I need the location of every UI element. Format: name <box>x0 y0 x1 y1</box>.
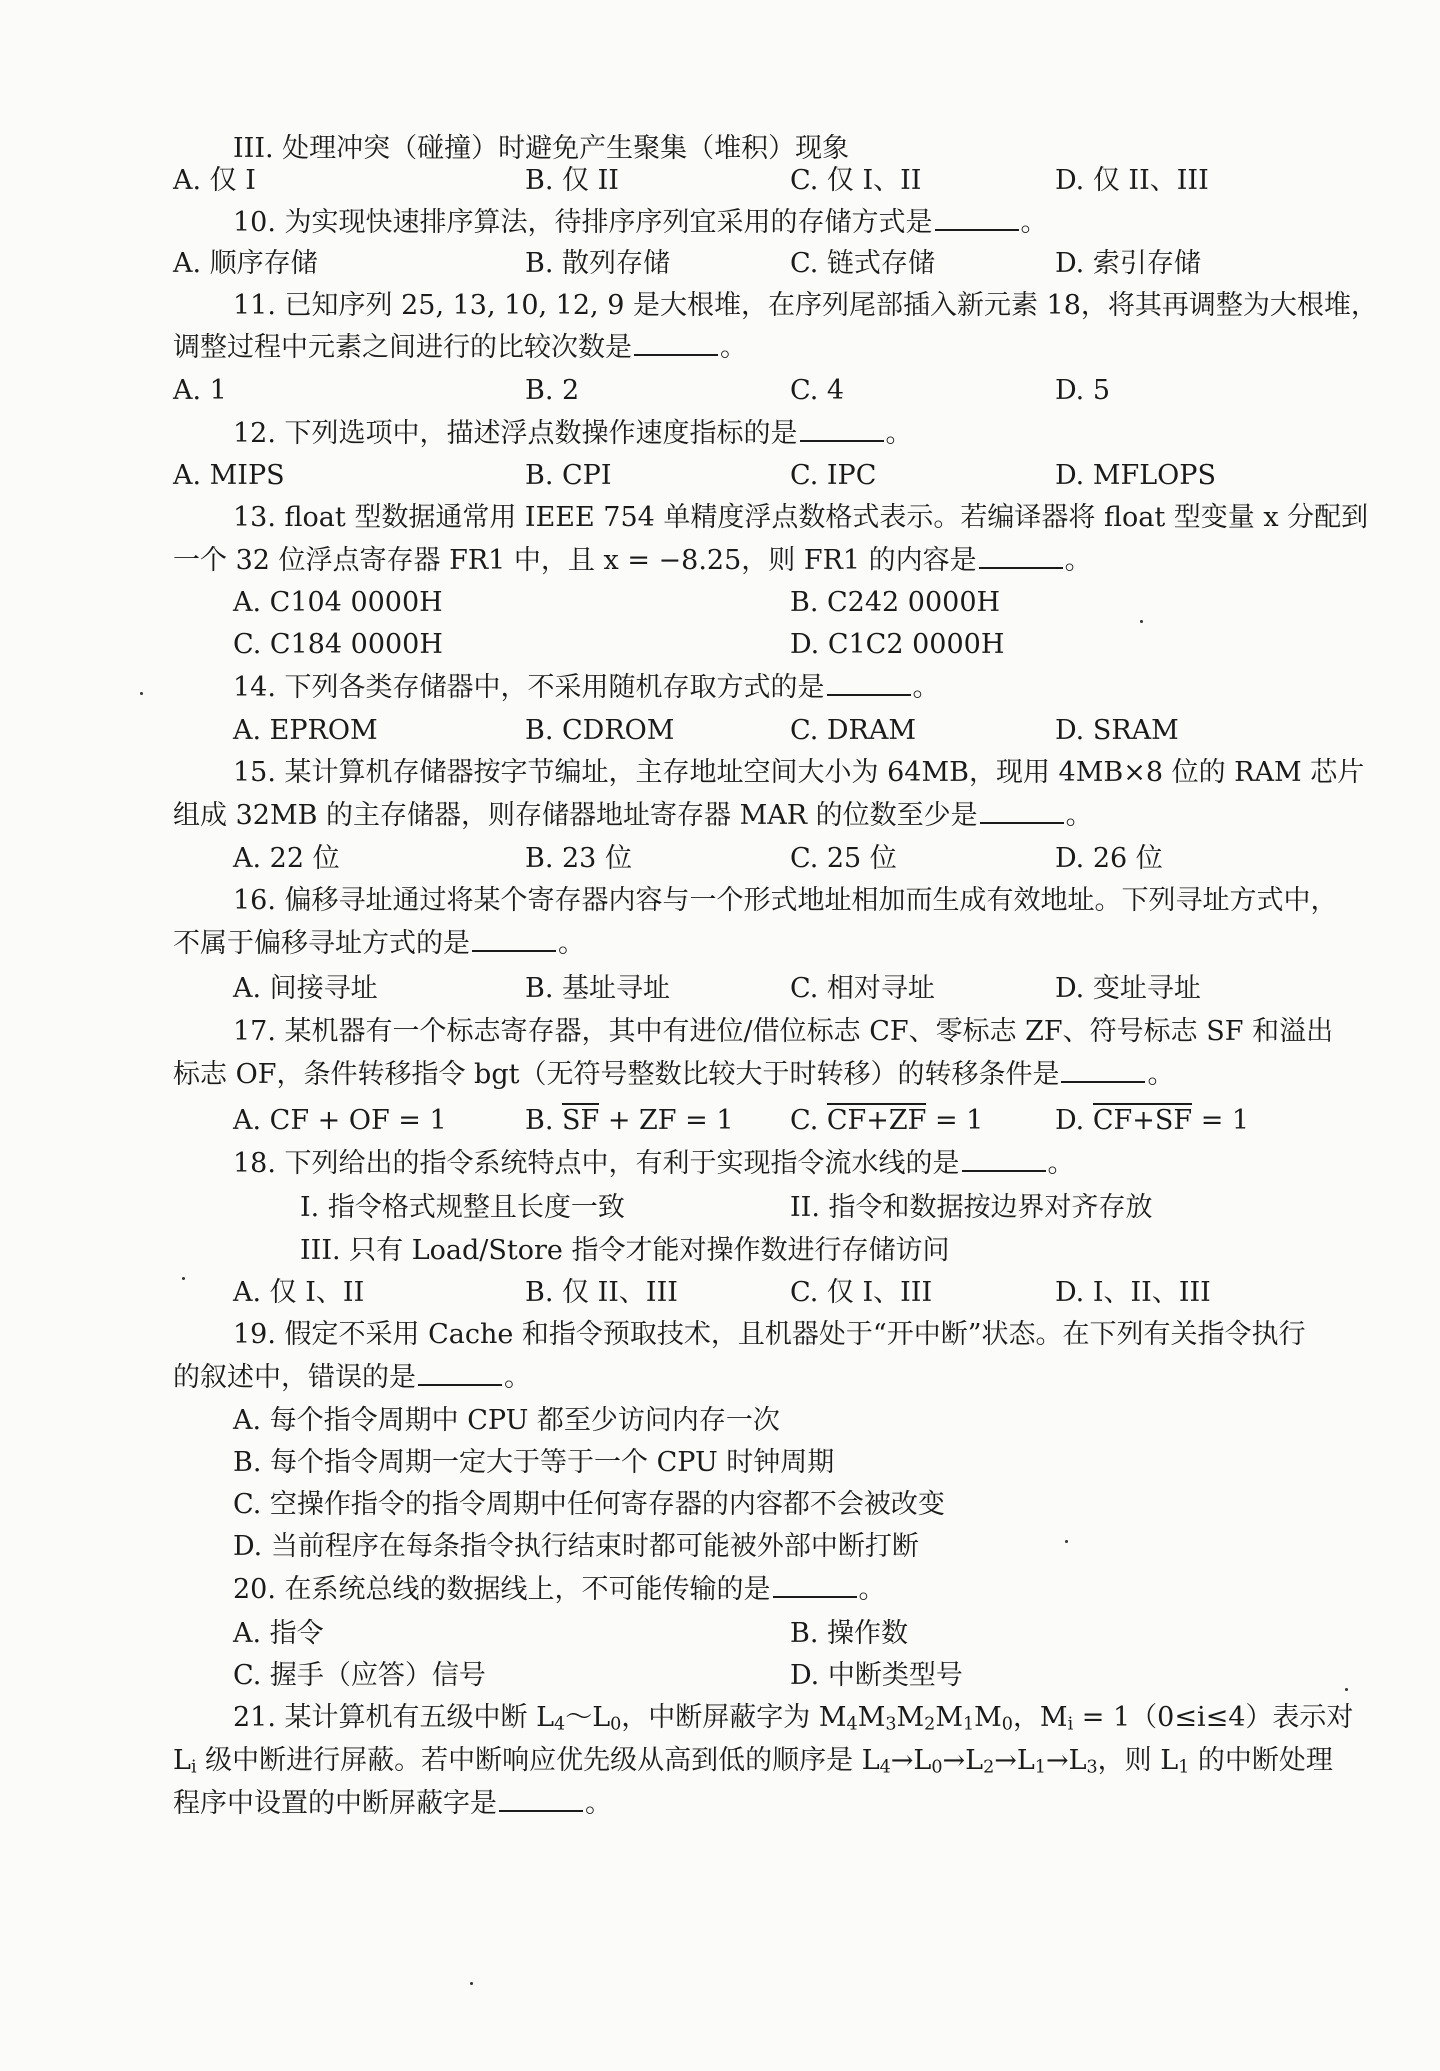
q20-option-b: B. 操作数 <box>790 1618 909 1649</box>
q10-option-b: B. 散列存储 <box>525 248 671 279</box>
answer-blank <box>979 541 1063 569</box>
q19-stem-line2: 的叙述中，错误的是 。 <box>173 1357 531 1399</box>
answer-blank <box>935 203 1019 231</box>
q13-option-b: B. C242 0000H <box>790 587 1001 618</box>
scan-speck <box>470 1982 473 1985</box>
q17-option-b: B. SF + ZF = 1 <box>525 1105 734 1136</box>
scan-speck <box>1140 620 1143 623</box>
answer-blank <box>418 1358 502 1386</box>
q17-option-d: D. CF+SF = 1 <box>1055 1105 1250 1136</box>
q9-item-3: III. 处理冲突（碰撞）时避免产生聚集（堆积）现象 <box>233 133 850 164</box>
q16-option-a: A. 间接寻址 <box>233 973 378 1004</box>
q16-option-b: B. 基址寻址 <box>525 973 671 1004</box>
q10-stem: 10. 为实现快速排序算法，待排序序列宜采用的存储方式是 。 <box>233 202 1048 244</box>
q18-item-3: III. 只有 Load/Store 指令才能对操作数进行存储访问 <box>300 1235 950 1266</box>
q11-stem-line2: 调整过程中元素之间进行的比较次数是 。 <box>173 327 747 369</box>
answer-blank <box>773 1570 857 1598</box>
q14-option-b: B. CDROM <box>525 715 675 746</box>
answer-blank <box>1061 1055 1145 1083</box>
q21-stem-line1: 21. 某计算机有五级中断 $L_4\sim L_0$，中断屏蔽字为 $M_4M_3M_2M_1M_0$，$M_i = 1(0\le i\le 4)$表示对 <box>233 1702 1354 1735</box>
q20-option-a: A. 指令 <box>233 1618 324 1649</box>
q17-stem-line1: 17. 某机器有一个标志寄存器，其中有进位/借位标志 CF、零标志 ZF、符号标志 SF 和溢出 <box>233 1016 1334 1047</box>
q18-item-2: II. 指令和数据按边界对齐存放 <box>790 1192 1153 1223</box>
q16-option-c: C. 相对寻址 <box>790 973 935 1004</box>
q21-stem-line2: $L_i$ 级中断进行屏蔽。若中断响应优先级从高到低的顺序是 $L_4\to L_0\to L_2\to L_1\to L_3$，则 $L_1$ 的中断处理 <box>173 1745 1333 1778</box>
q15-option-d: D. 26 位 <box>1055 843 1163 874</box>
q11-option-c: C. 4 <box>790 375 845 406</box>
q18-stem: 18. 下列给出的指令系统特点中，有利于实现指令流水线的是 。 <box>233 1143 1075 1185</box>
q13-stem-line1: 13. float 型数据通常用 IEEE 754 单精度浮点数格式表示。若编译器将 float 型变量 x 分配到 <box>233 502 1369 533</box>
q17-option-a: A. CF + OF = 1 <box>233 1105 447 1136</box>
q10-option-d: D. 索引存储 <box>1055 248 1201 279</box>
q15-option-b: B. 23 位 <box>525 843 632 874</box>
q13-option-a: A. C104 0000H <box>233 587 443 618</box>
q17-stem-line2: 标志 OF，条件转移指令 bgt（无符号整数比较大于时转移）的转移条件是 。 <box>173 1054 1174 1096</box>
q11-option-d: D. 5 <box>1055 375 1111 406</box>
q12-option-b: B. CPI <box>525 460 612 491</box>
q12-option-c: C. IPC <box>790 460 877 491</box>
q14-stem: 14. 下列各类存储器中，不采用随机存取方式的是 。 <box>233 667 940 709</box>
q21-stem-line3: 程序中设置的中断屏蔽字是 。 <box>173 1783 612 1825</box>
q19-option-a: A. 每个指令周期中 CPU 都至少访问内存一次 <box>233 1405 780 1436</box>
q9-option-b: B. 仅 II <box>525 165 619 196</box>
q18-option-a: A. 仅 I、II <box>233 1277 365 1308</box>
answer-blank <box>962 1144 1046 1172</box>
q14-option-c: C. DRAM <box>790 715 916 746</box>
q19-option-c: C. 空操作指令的指令周期中任何寄存器的内容都不会被改变 <box>233 1489 945 1520</box>
q17-option-c: C. CF+ZF = 1 <box>790 1105 984 1136</box>
q18-option-c: C. 仅 I、III <box>790 1277 933 1308</box>
q11-option-b: B. 2 <box>525 375 580 406</box>
scan-speck <box>1345 1688 1348 1691</box>
q18-option-d: D. I、II、III <box>1055 1277 1211 1308</box>
q19-option-d: D. 当前程序在每条指令执行结束时都可能被外部中断打断 <box>233 1531 919 1562</box>
q11-stem-line1: 11. 已知序列 25, 13, 10, 12, 9 是大根堆，在序列尾部插入新元素 18，将其再调整为大根堆， <box>233 290 1378 321</box>
q12-option-a: A. MIPS <box>173 460 285 491</box>
q20-option-d: D. 中断类型号 <box>790 1660 963 1691</box>
q10-option-a: A. 顺序存储 <box>173 248 318 279</box>
q14-option-d: D. SRAM <box>1055 715 1179 746</box>
scan-speck <box>1065 1540 1068 1543</box>
q9-option-c: C. 仅 I、II <box>790 165 922 196</box>
q15-stem-line1: 15. 某计算机存储器按字节编址，主存地址空间大小为 64MB，现用 4MB×8 位的 RAM 芯片 <box>233 757 1365 788</box>
q20-stem: 20. 在系统总线的数据线上，不可能传输的是 。 <box>233 1569 886 1611</box>
q13-stem-line2: 一个 32 位浮点寄存器 FR1 中，且 x = −8.25，则 FR1 的内容是 。 <box>173 540 1092 582</box>
q13-option-d: D. C1C2 0000H <box>790 629 1005 660</box>
scan-speck <box>140 692 143 695</box>
q15-option-a: A. 22 位 <box>233 843 340 874</box>
answer-blank <box>800 414 884 442</box>
answer-blank <box>472 924 556 952</box>
q10-option-c: C. 链式存储 <box>790 248 935 279</box>
q9-option-a: A. 仅 I <box>173 165 256 196</box>
q16-stem-line2: 不属于偏移寻址方式的是 。 <box>173 923 585 965</box>
q12-option-d: D. MFLOPS <box>1055 460 1216 491</box>
answer-blank <box>499 1784 583 1812</box>
q20-option-c: C. 握手（应答）信号 <box>233 1660 486 1691</box>
answer-blank <box>980 796 1064 824</box>
q16-option-d: D. 变址寻址 <box>1055 973 1201 1004</box>
q15-stem-line2: 组成 32MB 的主存储器，则存储器地址寄存器 MAR 的位数至少是 。 <box>173 795 1093 837</box>
q18-item-1: I. 指令格式规整且长度一致 <box>300 1192 625 1223</box>
q18-option-b: B. 仅 II、III <box>525 1277 678 1308</box>
q14-option-a: A. EPROM <box>233 715 378 746</box>
q13-option-c: C. C184 0000H <box>233 629 443 660</box>
q9-option-d: D. 仅 II、III <box>1055 165 1209 196</box>
q12-stem: 12. 下列选项中，描述浮点数操作速度指标的是 。 <box>233 413 913 455</box>
answer-blank <box>634 328 718 356</box>
q19-option-b: B. 每个指令周期一定大于等于一个 CPU 时钟周期 <box>233 1447 835 1478</box>
answer-blank <box>827 668 911 696</box>
scan-speck <box>182 1277 185 1280</box>
q19-stem-line1: 19. 假定不采用 Cache 和指令预取技术，且机器处于“开中断”状态。在下列有关指令执行 <box>233 1319 1306 1350</box>
q15-option-c: C. 25 位 <box>790 843 897 874</box>
q16-stem-line1: 16. 偏移寻址通过将某个寄存器内容与一个形式地址相加而生成有效地址。下列寻址方式中， <box>233 885 1338 916</box>
q11-option-a: A. 1 <box>173 375 227 406</box>
